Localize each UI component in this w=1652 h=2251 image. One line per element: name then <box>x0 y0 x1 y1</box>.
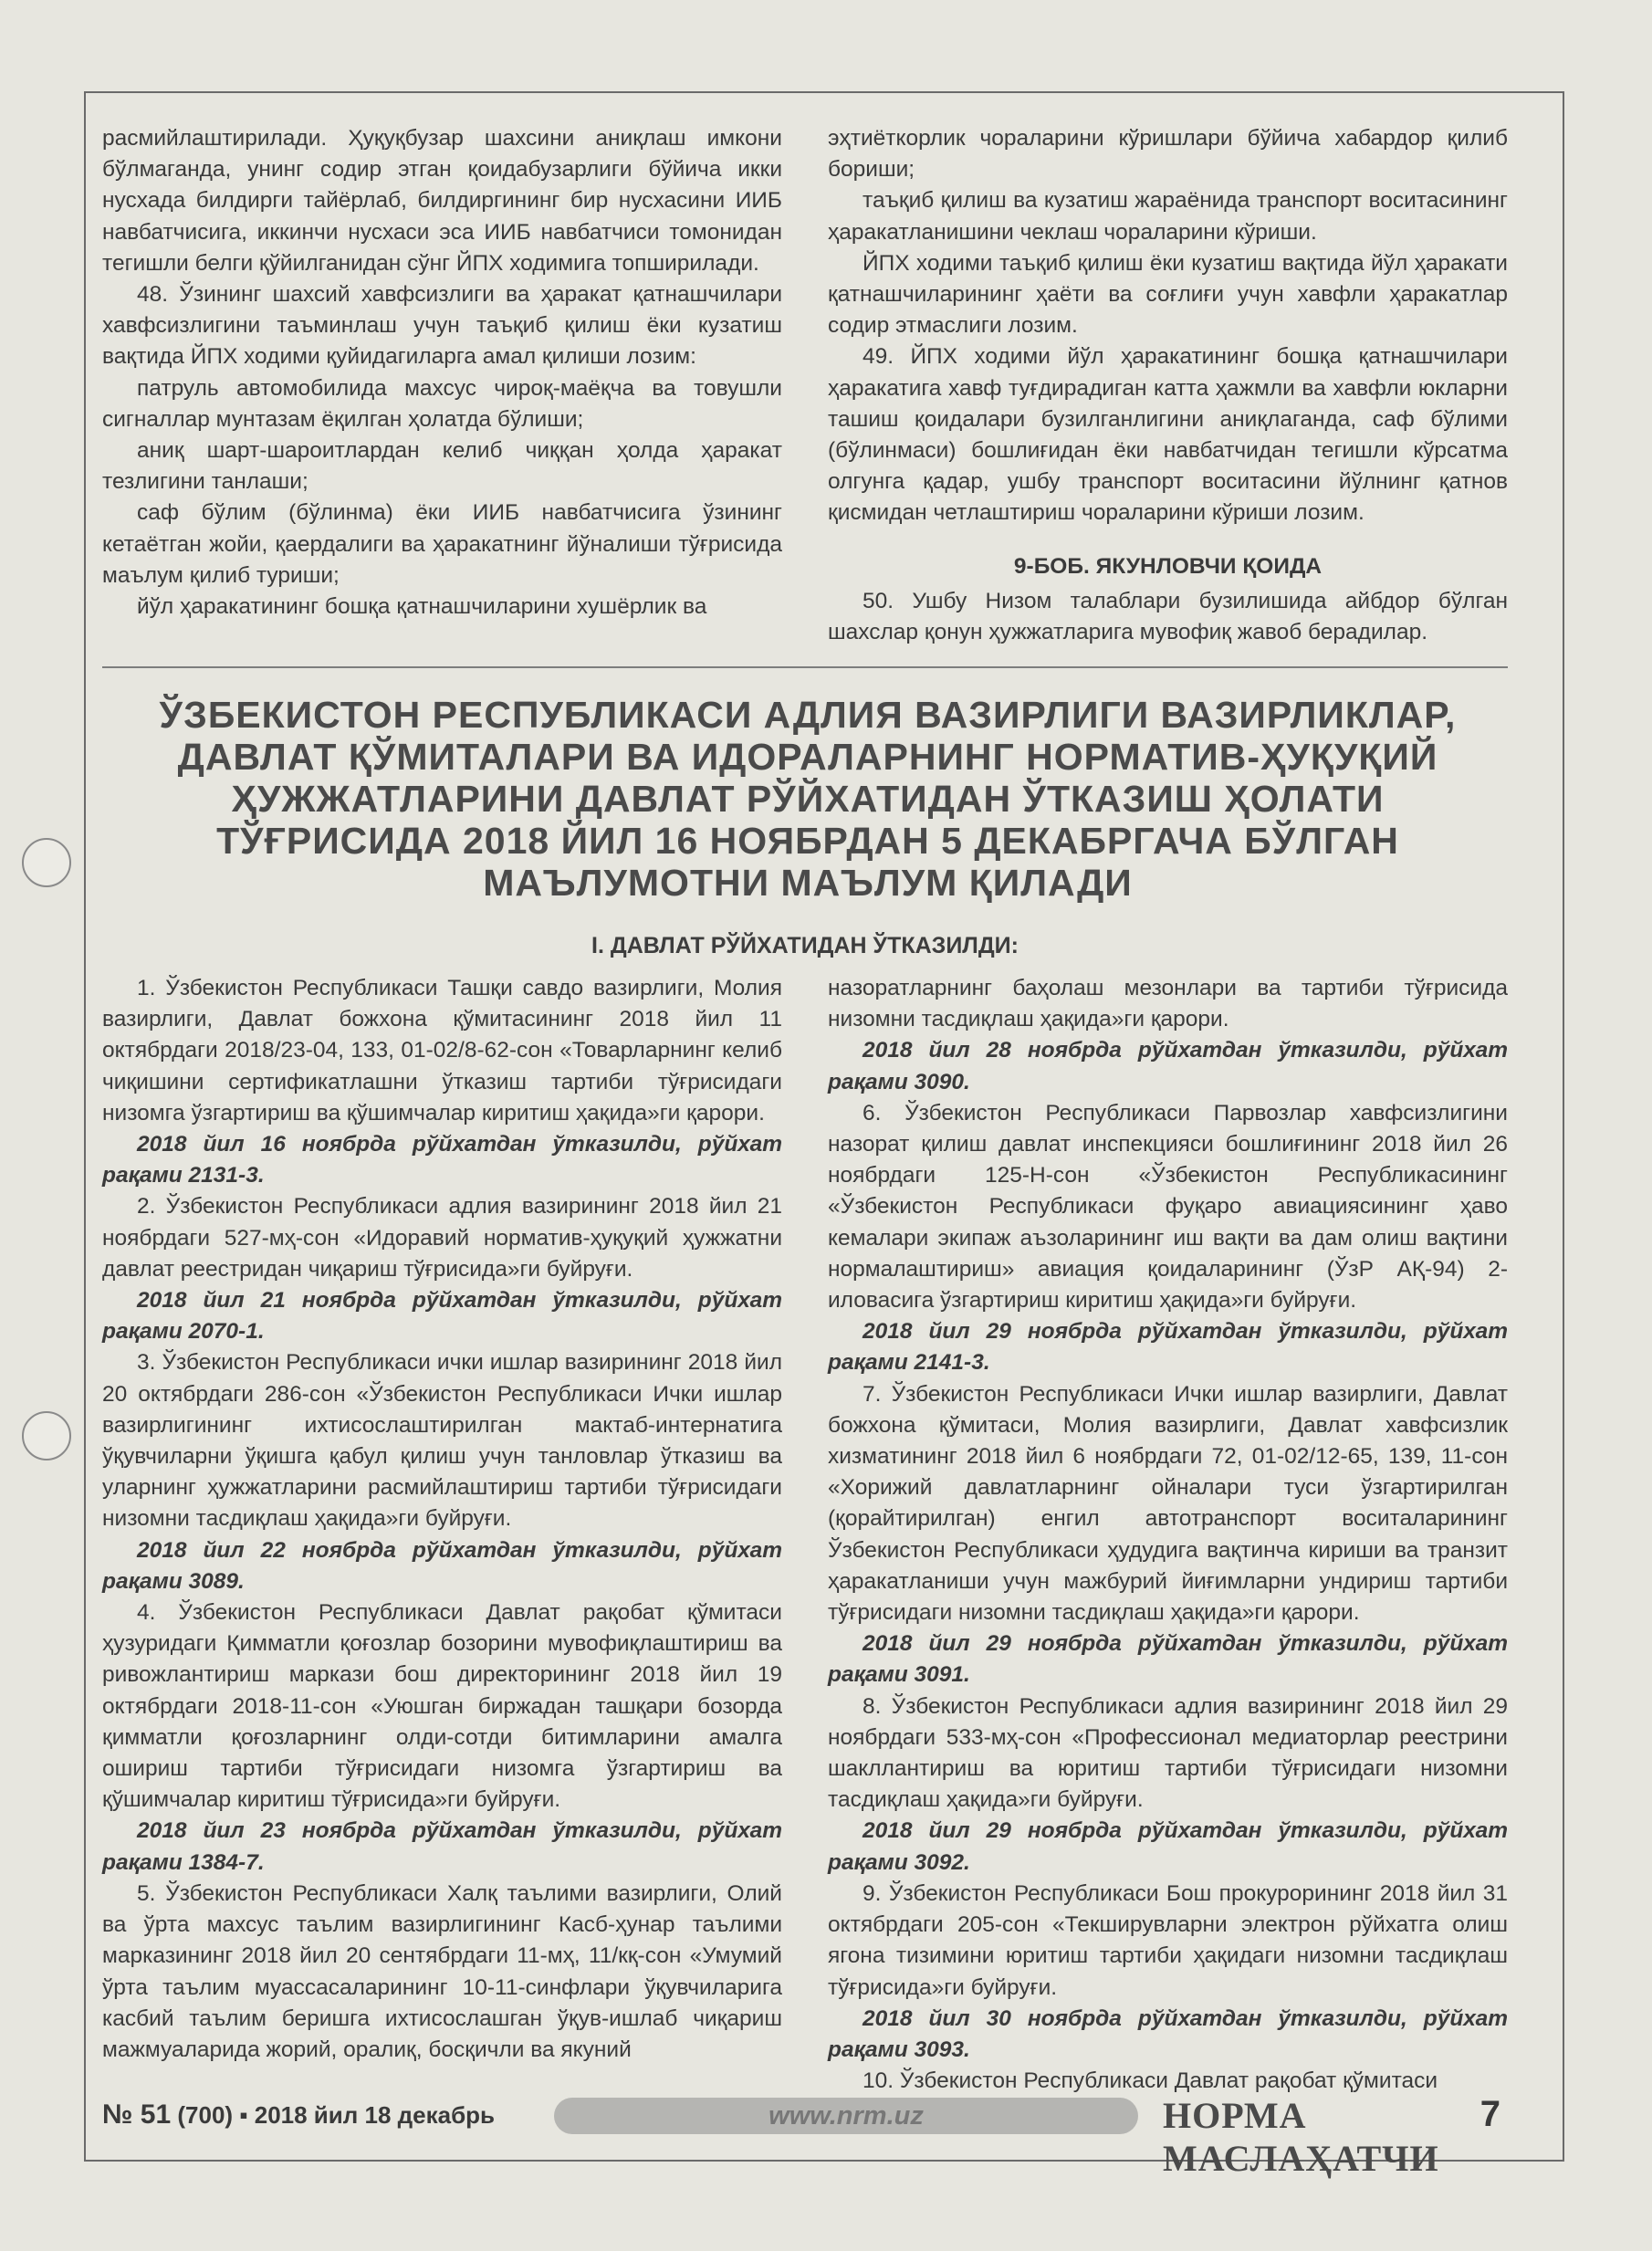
paragraph: ЙПХ ходими таъқиб қилиш ёки кузатиш вақтида йўл ҳаракати қатнашчиларининг ҳаёти ва соғлиғи учун хавфли ҳаракатлар содир этмаслиги лозим. <box>828 250 1508 339</box>
punch-hole <box>22 1411 71 1461</box>
paragraph: 49. ЙПХ ходими йўл ҳаракатининг бошқа қатнашчилари ҳаракатига хавф туғдирадиган катта ҳажмли ва хавфли юкларни ташиш қоидалари бузилганлигини аниқлаганда, саф бўлими (бўлинмаси) бошлиғидан ёки навбатчидан тегишли кўрсатма олгунга қадар, ушбу транспорт воситасини йўлнинг қатнов қисмидан четлаштириш чораларини кўриши лозим. <box>828 344 1508 526</box>
page-number: 7 <box>1479 2094 1500 2134</box>
paragraph: 50. Ушбу Низом талаблари бузилишида айбдор бўлган шахслар қонун ҳужжатларига мувофиқ жавоб берадилар. <box>828 588 1508 645</box>
headline: ЎЗБЕКИСТОН РЕСПУБЛИКАСИ АДЛИЯ ВАЗИРЛИГИ ВАЗИРЛИКЛАР, ДАВЛАТ ҚЎМИТАЛАРИ ВА ИДОРАЛАРНИНГ НОРМАТИВ-ҲУҚУҚИЙ ҲУЖЖАТЛАРИНИ ДАВЛАТ РЎЙХАТИДАН ЎТКАЗИШ ҲОЛАТИ ТЎҒРИСИДА 2018 ЙИЛ 16 НОЯБРДАН 5 ДЕКАБРГАЧА БЎЛГАН МАЪЛУМОТНИ МАЪЛУМ ҚИЛАДИ <box>159 694 1457 904</box>
issue-info <box>102 2099 495 2131</box>
brand-logo: НОРМА МАСЛАҲАТЧИ <box>1163 2095 1439 2179</box>
registration-note: 2018 йил 29 ноябрда рўйхатдан ўтказилди, рўйхат рақами 3091. <box>828 1631 1508 1688</box>
paragraph: 7. Ўзбекистон Республикаси Ички ишлар вазирлиги, Давлат божхона қўмитаси, Молия вазирлиги, Давлат хавфсизлик хизматининг 2018 йил 6 ноябрдаги 72, 01-02/12-65, 139, 11-сон «Хорижий давлатларнинг ойналари туси ўзгартирилган (қорайтирилган) енгил автотранспорт воситаларининг Ўзбекистон Республикаси ҳудудига вақтинча кириши ва транзит ҳаракатланиши учун мажбурий йиғимларни ундириш тартиби тўғрисидаги низомни тасдиқлаш ҳақида»ги қарори. <box>828 1381 1508 1626</box>
page-footer <box>102 2092 1508 2179</box>
registration-note: 2018 йил 21 ноябрда рўйхатдан ўтказилди, рўйхат рақами 2070-1. <box>102 1288 782 1345</box>
section-title: I. ДАВЛАТ РЎЙХАТИДАН ЎТКАЗИЛДИ: <box>591 933 1019 958</box>
chapter-heading: 9-БОБ. ЯКУНЛОВЧИ ҚОИДА <box>1013 553 1323 579</box>
paragraph: назоратларнинг баҳолаш мезонлари ва тартиби тўғрисида низомни тасдиқлаш ҳақида»ги қарори. <box>828 976 1508 1032</box>
registration-note: 2018 йил 28 ноябрда рўйхатдан ўтказилди, рўйхат рақами 3090. <box>828 1038 1508 1094</box>
main-section <box>102 973 1508 2097</box>
paragraph: 9. Ўзбекистон Республикаси Бош прокурорининг 2018 йил 31 октябрдаги 205-сон «Текширувларни электрон рўйхатга олиш ягона тизимини юритиш тартиби ҳақидаги низомни тасдиқлаш тўғрисида»ги буйруғи. <box>828 1880 1508 2000</box>
paragraph: эҳтиёткорлик чораларини кўришлари бўйича хабардор қилиб бориши; <box>828 126 1508 183</box>
paragraph: 1. Ўзбекистон Республикаси Ташқи савдо вазирлиги, Молия вазирлиги, Давлат божхона қўмитасининг 2018 йил 11 октябрдаги 2018/23-04, 133, 01-02/8-62-сон «Товарларнинг келиб чиқишини сертификатлашни ўтказиш тартиби тўғрисидаги низомга ўзгартириш ва қўшимчалар киритиш ҳақида»ги қарори. <box>102 976 782 1126</box>
issue-number: № 51 <box>102 2099 172 2130</box>
paragraph: 5. Ўзбекистон Республикаси Халқ таълими вазирлиги, Олий ва ўрта махсус таълим вазирлигининг Касб-ҳунар таълими марказининг 2018 йил 20 сентябрдаги 11-мҳ, 11/кқ-сон «Умумий ўрта таълим муассасаларининг 10-11-синфлари ўқувчиларига касбий таълим беришга ихтисослашган ўқув-ишлаб чиқариш мажмуаларида жорий, оралиқ, босқичли ва якуний <box>102 1880 782 2062</box>
website-link[interactable]: www.nrm.uz <box>768 2101 924 2131</box>
registration-note: 2018 йил 29 ноябрда рўйхатдан ўтказилди, рўйхат рақами 2141-3. <box>828 1319 1508 1376</box>
paragraph: 8. Ўзбекистон Республикаси адлия вазирининг 2018 йил 29 ноябрдаги 533-мҳ-сон «Профессионал медиаторлар реестрини шакллантириш ва юритиш тартиби тўғрисидаги низомни тасдиқлаш ҳақида»ги буйруғи. <box>828 1693 1508 1813</box>
paragraph: йўл ҳаракатининг бошқа қатнашчиларини хушёрлик ва <box>137 594 707 620</box>
paragraph: 3. Ўзбекистон Республикаси ички ишлар вазирининг 2018 йил 20 октябрдаги 286-сон «Ўзбекистон Республикаси Ички ишлар вазирлигининг ихтисослаштирилган мактаб-интернатига ўқувчиларни ўқишга қабул қилиш учун танловлар ўтказиш ва уларнинг ҳужжатларини расмийлаштириш тартиби тўғрисидаги низомни тасдиқлаш ҳақида»ги буйруғи. <box>102 1350 782 1532</box>
issue-date: (700) ▪ 2018 йил 18 декабрь <box>171 2101 496 2129</box>
registration-note: 2018 йил 22 ноябрда рўйхатдан ўтказилди, рўйхат рақами 3089. <box>102 1537 782 1594</box>
top-left-column <box>102 123 782 648</box>
paragraph: саф бўлим (бўлинма) ёки ИИБ навбатчисига ўзининг кетаётган жойи, қаердалиги ва ҳаракатнинг йўналиши тўғрисида маълум қилиб туриши; <box>102 500 782 588</box>
top-right-column <box>828 123 1508 648</box>
registration-note: 2018 йил 23 ноябрда рўйхатдан ўтказилди, рўйхат рақами 1384-7. <box>102 1818 782 1875</box>
paragraph: 4. Ўзбекистон Республикаси Давлат рақобат қўмитаси ҳузуридаги Қимматли қоғозлар бозорини мувофиқлаштириш ва ривожлантириш маркази бош директорининг 2018 йил 19 октябрдаги 2018-11-сон «Уюшган биржадан ташқари бозорда қимматли қоғозларнинг олди-сотди битимларини амалга ошириш тартиби тўғрисидаги низомга ўзгартириш ва қўшимчалар киритиш тўғрисида»ги буйруғи. <box>102 1600 782 1813</box>
top-section <box>102 123 1508 648</box>
registration-note: 2018 йил 16 ноябрда рўйхатдан ўтказилди, рўйхат рақами 2131-3. <box>102 1132 782 1188</box>
punch-hole <box>22 838 71 887</box>
paragraph: расмийлаштирилади. Ҳуқуқбузар шахсини аниқлаш имкони бўлмаганда, унинг содир этган қоидабузарлиги бўйича икки нусхада билдирги тайёрлаб, билдиргининг бир нусхасини ИИБ навбатчисига, иккинчи нусхаси эса ИИБ навбатчиси томонидан тегишли белги қўйилганидан сўнг ЙПХ ходимига топширилади. <box>102 126 782 276</box>
paragraph: 10. Ўзбекистон Республикаси Давлат рақобат қўмитаси <box>863 2068 1438 2094</box>
main-right-column <box>828 973 1508 2097</box>
registration-note: 2018 йил 29 ноябрда рўйхатдан ўтказилди, рўйхат рақами 3092. <box>828 1818 1508 1875</box>
paragraph: таъқиб қилиш ва кузатиш жараёнида транспорт воситасининг ҳаракатланишини чеклаш чораларини кўриши. <box>828 188 1508 245</box>
paragraph: патруль автомобилида махсус чироқ-маёқча ва товушли сигналлар мунтазам ёқилган ҳолатда бўлиши; <box>102 375 782 432</box>
paragraph: 2. Ўзбекистон Республикаси адлия вазирининг 2018 йил 21 ноябрдаги 527-мҳ-сон «Идоравий норматив-ҳуқуқий ҳужжатни давлат реестридан чиқариш тўғрисида»ги буйруғи. <box>102 1194 782 1282</box>
paragraph: 48. Ўзининг шахсий хавфсизлиги ва ҳаракат қатнашчилари хавфсизлигини таъминлаш учун таъқиб қилиш ёки кузатиш вақтида ЙПХ ходими қуйидагиларга амал қилиши лозим: <box>102 282 782 370</box>
registration-note: 2018 йил 30 ноябрда рўйхатдан ўтказилди, рўйхат рақами 3093. <box>828 2005 1508 2062</box>
main-left-column <box>102 973 782 2097</box>
paragraph: аниқ шарт-шароитлардан келиб чиққан ҳолда ҳаракат тезлигини танлаши; <box>102 438 782 495</box>
section-divider <box>102 666 1508 668</box>
paragraph: 6. Ўзбекистон Республикаси Парвозлар хавфсизлигини назорат қилиш давлат инспекцияси бошлиғининг 2018 йил 26 ноябрдаги 125-Н-сон «Ўзбекистон Республикасининг «Ўзбекистон Республикаси фуқаро авиациясининг ҳаво кемалари экипаж аъзоларининг иш вақти ва дам олиш вақтини нормалаштириш» авиация қоидаларининг (ЎзР АҚ-94) 2-иловасига ўзгартириш киритиш ҳақида»ги буйруғи. <box>828 1100 1508 1314</box>
website-banner <box>554 2098 1138 2134</box>
